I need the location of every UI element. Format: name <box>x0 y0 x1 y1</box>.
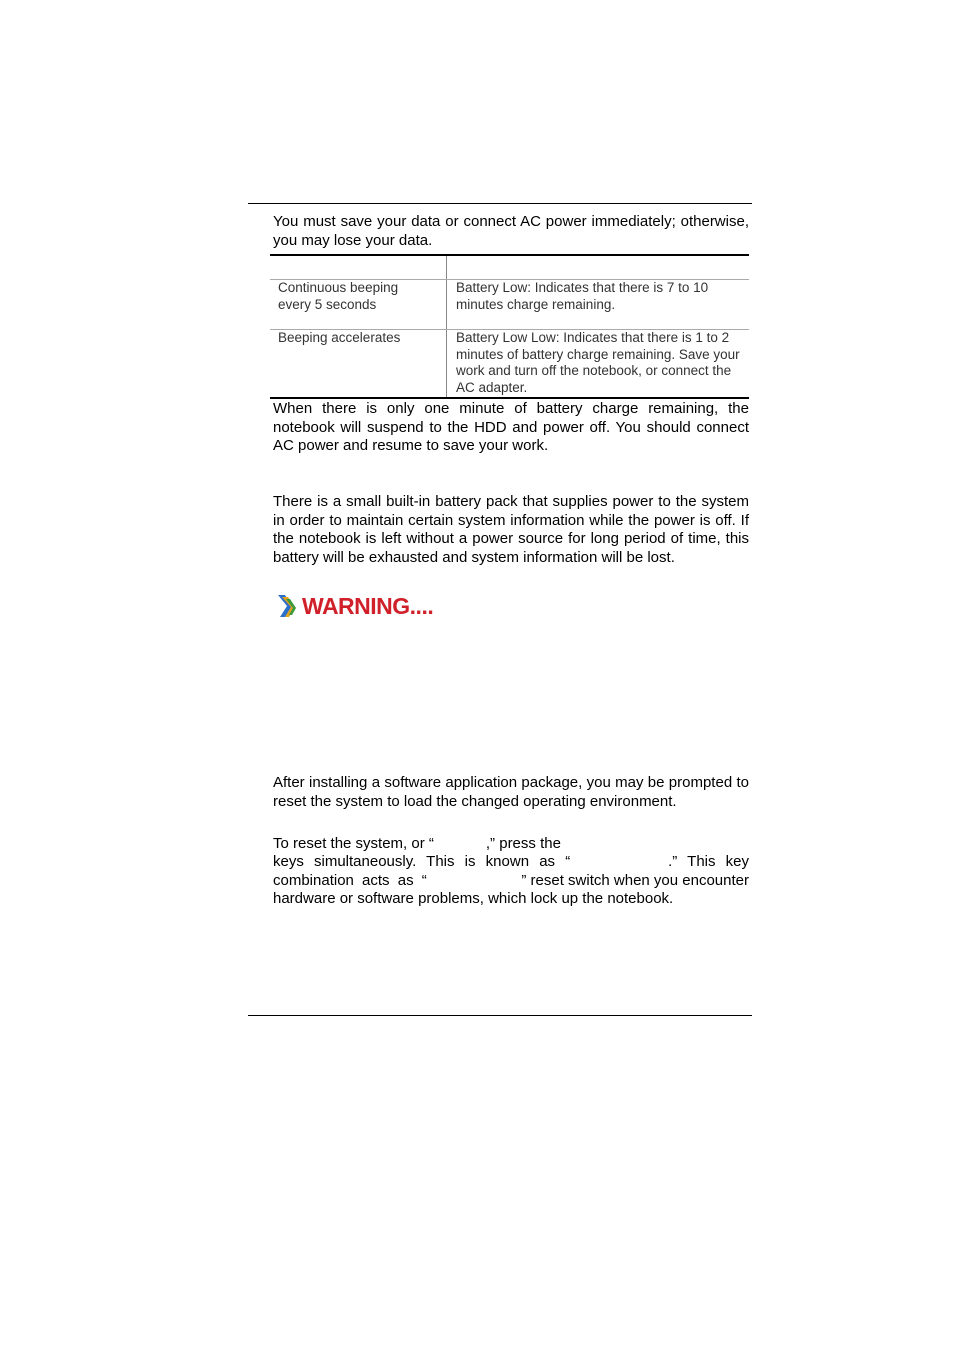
suspend-paragraph: When there is only one minute of battery charge remaining, the notebook will suspend to the HDD and power off. You should connect AC power and resume to save your work. <box>273 400 749 454</box>
reset-line-2: keys simultaneously. This is known as “ .” This key <box>273 853 749 870</box>
intro-paragraph: You must save your data or connect AC power immediately; otherwise, you may lose your data. <box>273 213 749 249</box>
beep-table <box>270 254 749 399</box>
reset-intro-paragraph: After installing a software application package, you may be prompted to reset the system to load the changed operating environment. <box>273 774 749 810</box>
warning-banner <box>276 592 433 620</box>
beep-meaning-cell: Battery Low: Indicates that there is 7 to 10 minutes charge remaining. <box>447 280 750 330</box>
bottom-rule <box>248 1015 752 1016</box>
warning-label: WARNING.... <box>302 592 434 619</box>
beep-sound-cell: Continuous beeping every 5 seconds <box>270 280 447 330</box>
reset-line-4: hardware or software problems, which lock up the notebook. <box>273 890 674 907</box>
reset-line-1: To reset the system, or “ ,” press the <box>273 835 561 852</box>
table-header-row <box>270 255 749 280</box>
table-row <box>270 330 749 399</box>
warning-arrow-icon <box>276 593 298 619</box>
builtin-battery-paragraph: There is a small built-in battery pack that supplies power to the system in order to maintain certain system information while the power is off. If the notebook is left without a power source for long period of time, this battery will be exhausted and system information will be lost. <box>273 493 749 566</box>
reset-line-3: combination acts as “ ” reset switch when you encounter <box>273 872 749 889</box>
beep-meaning-cell: Battery Low Low: Indicates that there is 1 to 2 minutes of battery charge remaining. Save your work and turn off the notebook, or connect the AC adapter. <box>447 330 750 399</box>
table-row <box>270 280 749 330</box>
beep-sound-cell: Beeping accelerates <box>270 330 447 399</box>
top-rule <box>248 203 752 204</box>
